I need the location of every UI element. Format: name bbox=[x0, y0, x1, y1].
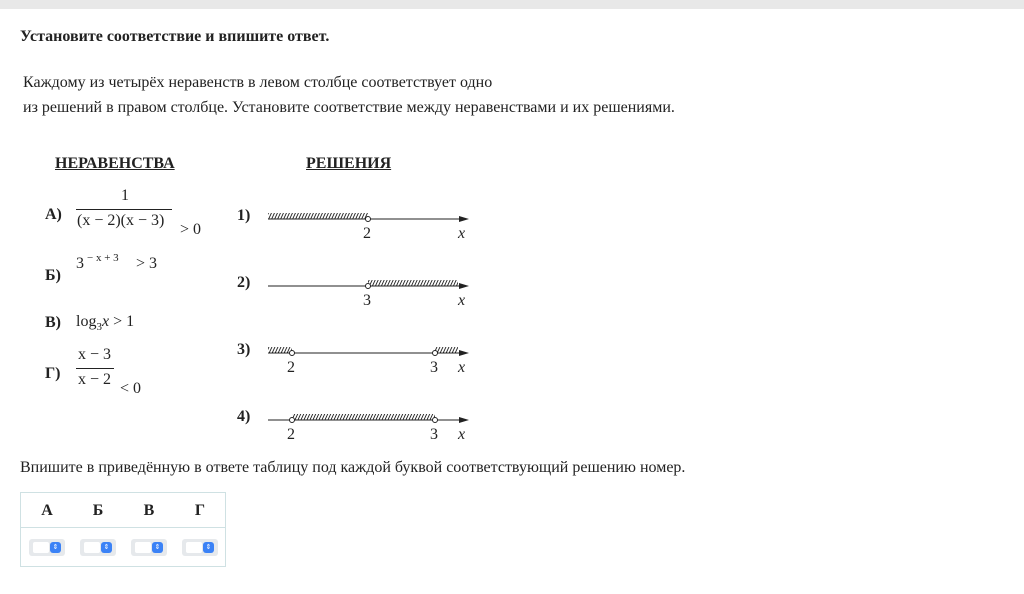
updown-icon: ⇕ bbox=[203, 542, 214, 553]
axis-arrow-icon bbox=[459, 216, 469, 222]
inequality-v-log bbox=[76, 313, 134, 333]
number-line-1 bbox=[268, 213, 469, 242]
inequality-v-rhs: > 1 bbox=[113, 313, 135, 330]
inequalities-header: НЕРАВЕНСТВА bbox=[55, 155, 175, 172]
answer-header-v: В bbox=[143, 502, 155, 519]
axis-arrow-icon bbox=[459, 417, 469, 423]
tick-label: 3 bbox=[430, 359, 438, 376]
number-line-3 bbox=[268, 347, 469, 376]
inequality-b-label: Б) bbox=[45, 267, 61, 284]
answer-select-v-value bbox=[135, 542, 151, 553]
answer-select-b-value bbox=[84, 542, 100, 553]
inequality-g-rhs: < 0 bbox=[120, 380, 142, 397]
open-point bbox=[433, 418, 438, 423]
inequality-a-denominator: (x − 2)(x − 3) bbox=[77, 212, 165, 229]
axis-variable: x bbox=[458, 225, 466, 242]
inequality-v-label: В) bbox=[45, 314, 61, 331]
tick-label: 3 bbox=[430, 426, 438, 443]
tick-label: 3 bbox=[363, 292, 371, 309]
inequality-g-denominator: x − 2 bbox=[78, 371, 112, 388]
answer-select-g[interactable] bbox=[182, 539, 218, 556]
hatch-region bbox=[368, 280, 458, 286]
answer-select-a[interactable] bbox=[29, 539, 65, 556]
answer-header-g: Г bbox=[194, 502, 206, 519]
description-line-2: из решений в правом столбце. Установите соответствие между неравенствами и их решениями. bbox=[23, 99, 675, 116]
axis-variable: x bbox=[458, 426, 466, 443]
task-description bbox=[23, 70, 823, 120]
answer-select-a-value bbox=[33, 542, 49, 553]
solution-3-label: 3) bbox=[237, 341, 251, 358]
solution-2-label: 2) bbox=[237, 274, 251, 291]
tick-label: 2 bbox=[363, 225, 371, 242]
inequality-a-label: А) bbox=[45, 206, 62, 223]
open-point bbox=[290, 418, 295, 423]
updown-icon: ⇕ bbox=[152, 542, 163, 553]
solutions-header: РЕШЕНИЯ bbox=[306, 155, 392, 172]
inequality-b-base: 3 bbox=[76, 255, 84, 272]
hatch-region bbox=[268, 347, 292, 353]
answer-select-g-value bbox=[186, 542, 202, 553]
axis-arrow-icon bbox=[459, 350, 469, 356]
tick-label: 2 bbox=[287, 426, 295, 443]
answer-instruction: Впишите в приведённую в ответе таблицу под каждой буквой соответствующий решению номер. bbox=[20, 459, 686, 476]
axis-variable: x bbox=[458, 292, 466, 309]
number-line-2 bbox=[268, 280, 469, 309]
hatch-region bbox=[268, 213, 368, 219]
log-argument: x bbox=[101, 313, 110, 330]
hatch-region bbox=[292, 414, 435, 420]
inequality-b-exponent: − x + 3 bbox=[87, 252, 119, 264]
answer-table-header bbox=[21, 493, 225, 528]
solutions-number-lines bbox=[262, 200, 482, 450]
solution-4-label: 4) bbox=[237, 408, 251, 425]
open-point bbox=[366, 217, 371, 222]
inequality-a-fraction-bar bbox=[76, 209, 172, 210]
inequality-g-numerator: x − 3 bbox=[78, 346, 112, 363]
updown-icon: ⇕ bbox=[101, 542, 112, 553]
number-line-4 bbox=[268, 414, 469, 443]
solution-1-label: 1) bbox=[237, 207, 251, 224]
top-bar bbox=[0, 0, 1024, 9]
tick-label: 2 bbox=[287, 359, 295, 376]
answer-select-v[interactable] bbox=[131, 539, 167, 556]
open-point bbox=[433, 351, 438, 356]
inequality-b-rhs: > 3 bbox=[136, 255, 158, 272]
open-point bbox=[290, 351, 295, 356]
inequality-g-fraction-bar bbox=[76, 368, 114, 369]
inequality-a-numerator: 1 bbox=[121, 187, 129, 204]
answer-table bbox=[20, 492, 226, 567]
task-title: Установите соответствие и впишите ответ. bbox=[20, 28, 330, 45]
open-point bbox=[366, 284, 371, 289]
inequality-g-label: Г) bbox=[45, 365, 61, 382]
updown-icon: ⇕ bbox=[50, 542, 61, 553]
inequality-a-rhs: > 0 bbox=[180, 221, 202, 238]
axis-arrow-icon bbox=[459, 283, 469, 289]
hatch-region bbox=[435, 347, 458, 353]
description-line-1: Каждому из четырёх неравенств в левом столбце соответствует одно bbox=[23, 74, 493, 91]
answer-header-a: А bbox=[41, 502, 53, 519]
log-base: 3 bbox=[96, 321, 102, 334]
answer-header-b: Б bbox=[92, 502, 104, 519]
axis-variable: x bbox=[458, 359, 466, 376]
log-text: log bbox=[76, 313, 97, 330]
answer-select-b[interactable] bbox=[80, 539, 116, 556]
